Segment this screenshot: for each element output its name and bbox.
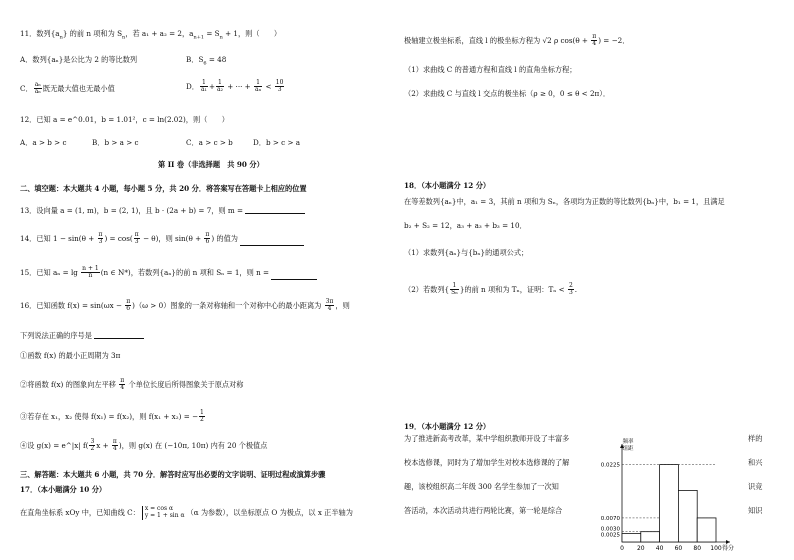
x-axis-arrow <box>726 540 730 544</box>
x-tick-label: 20 <box>636 545 645 552</box>
q12-option-b: B．b > a > c <box>92 138 139 147</box>
q19-line-2-right: 和兴 <box>748 458 763 467</box>
q11-stem: 11．数列$\{a_n\}$ 的前 n 项和为 $S_n$，若 a₁ + a₂ = 2，$a_{n+1} = S_n + 1$，则（ ） <box>20 29 282 41</box>
x-tick-label: 80 <box>693 545 702 552</box>
y-tick-label: 0.0030 <box>600 526 620 533</box>
histogram-bar <box>697 518 716 542</box>
y-axis-label-line1: 频率 <box>622 439 634 445</box>
q15: 15．已知 aₙ = lg $\frac{n + 1}{n}$ (n ∈ N*)，若数列{aₙ}的前 n 项和 Sₙ = 1，则 n = <box>20 266 317 280</box>
q16-stem: 16．已知函数 f(x) = sin(ωx − $\frac{\pi}{6}$ )（ω > 0）图象的一条对称轴和一个对称中心的最小距离为 $\frac{3\pi}{4}$ ，则 <box>20 298 350 313</box>
q11-option-d: D． $\frac{1}{\text{a₁}}$ + $\frac{1}{\text{a₂}}$ + ··· + $\frac{1}{\text{aₙ}}$ < $\frac{10}{3}$ <box>186 79 284 94</box>
section-three-heading: 三、解答题：本大题共 6 小题，共 70 分．解答时应写出必要的文字说明、证明过程或演算步骤 <box>20 470 326 479</box>
q12-option-c: C．a > c > b <box>186 138 233 147</box>
q16-statement-3: ③若存在 x₁，x₂ 使得 f(x₁) = f(x₂)，则 f(x₁ + x₂) = − $\frac{1}{2}$ <box>20 409 204 424</box>
y-tick-label: 0.0025 <box>600 532 620 539</box>
q19-line-3: 趣，该校组织高二年级 300 名学生参加了一次知 <box>404 482 559 491</box>
q14: 14．已知 1 − sin(θ + $\frac{\pi}{3}$ ) = cos( $\frac{\pi}{3}$ − θ)，则 sin(θ + $\frac{\pi}{6}$ ) 的值为 <box>20 232 304 246</box>
parametric-system: x = cos α y = 1 + sin α <box>142 506 185 520</box>
section-two-heading: 二、填空题：本大题共 4 小题，每小题 5 分，共 20 分．将答案写在答题卡上相应的位置 <box>20 184 307 193</box>
q16-answer-blank[interactable] <box>94 331 144 339</box>
histogram-bar <box>660 465 679 542</box>
histogram-bar <box>622 533 641 542</box>
histogram-bar <box>678 490 697 542</box>
x-tick-label: 0 <box>620 545 624 552</box>
q12-option-d: D．b > c > a <box>253 138 301 147</box>
x-axis-label: 得分 <box>722 545 735 552</box>
y-axis-label-line2: 组距 <box>622 446 634 452</box>
q11-option-b: B．$S_6 = 48$ <box>186 55 227 67</box>
q11-option-c: C． $\frac{\text{aₙ}}{\text{aₙ}}$ 既无最大值也无最小值 <box>20 81 115 96</box>
q13: 13．设向量 a = (1, m)，b = (2, 1)，且 b · (2a + b) = 7，则 m = <box>20 206 305 214</box>
q17-heading: 17．（本小题满分 10 分） <box>20 485 107 494</box>
q14-answer-blank[interactable] <box>240 238 304 246</box>
part-two-heading: 第 II 卷（非选择题 共 90 分） <box>158 160 264 169</box>
q12-option-a: A．a > b > c <box>20 138 67 147</box>
x-tick-label: 100 <box>710 545 722 552</box>
q16-prompt: 下列说法正确的序号是 <box>20 331 144 339</box>
q19-line-2: 校本选修课，同时为了增加学生对校本选修课的了解 <box>404 458 570 467</box>
q17-continued: 极轴建立极坐标系，直线 l 的极坐标方程为 √2 ρ cos(θ + $\frac{\pi}{4}$ ) = −2． <box>404 33 630 48</box>
y-tick-label: 0.0070 <box>600 515 620 522</box>
q15-answer-blank[interactable] <box>271 272 317 280</box>
q19-line-1-right: 样的 <box>748 434 763 443</box>
q19-line-1: 为了推进新高考改革，某中学组织教师开设了丰富多 <box>404 434 570 443</box>
q18-line-1: 在等差数列{aₙ}中，a₁ = 3，其前 n 项和为 Sₙ，各项均为正数的等比数列{bₙ}中，b₁ = 1，且满足 <box>404 197 725 206</box>
histogram-bar <box>641 532 660 542</box>
q13-answer-blank[interactable] <box>245 206 305 214</box>
q19-heading: 19．（本小题满分 12 分） <box>404 422 491 431</box>
frequency-histogram <box>592 437 742 557</box>
q17-part-2: （2）求曲线 C 与直线 l 交点的极坐标（ρ ≥ 0，0 ≤ θ < 2π）． <box>404 89 611 98</box>
q16-statement-2: ②将函数 f(x) 的图象向左平移 $\frac{\pi}{4}$ 个单位长度后所得图象关于原点对称 <box>20 377 244 392</box>
y-tick-label: 0.0225 <box>600 462 620 469</box>
q16-statement-1: ①函数 f(x) 的最小正周期为 3π <box>20 351 121 360</box>
q19-line-4: 答活动，本次活动共进行两轮比赛，第一轮是综合 <box>404 506 563 515</box>
q18-heading: 18．（本小题满分 12 分） <box>404 181 491 190</box>
q12-stem: 12．已知 a = e^0.01，b = 1.01²，c = ln(2.02)，则（ ） <box>20 115 229 124</box>
q19-line-3-right: 识竞 <box>748 482 763 491</box>
q18-line-2: b₂ + S₂ = 12，a₃ + a₃ + b₃ = 10． <box>404 221 527 230</box>
q18-part-2: （2）若数列{ $\frac{1}{\text{Sₙ}}$ }的前 n 项和为 Tₙ，证明：Tₙ < $\frac{2}{3}$ . <box>404 282 578 297</box>
q16-statement-4: ④设 g(x) = e^|x| f( $\frac{3}{2}$ x + $\frac{\pi}{4}$ )，则 g(x) 在 (−10π, 10π) 内有 20 个极值点 <box>20 438 268 453</box>
q19-line-4-right: 知识 <box>748 506 763 515</box>
q11-option-a: A．数列{aₙ}是公比为 2 的等比数列 <box>20 55 138 64</box>
q17-text: 在直角坐标系 xOy 中，已知曲线 C： x = cos α y = 1 + sin α （α 为参数），以坐标原点 O 为极点，以 x 正半轴为 <box>20 505 353 519</box>
x-tick-label: 40 <box>655 545 664 552</box>
q18-part-1: （1）求数列{aₙ}与{bₙ}的通项公式； <box>404 248 529 257</box>
x-tick-label: 60 <box>674 545 683 552</box>
q17-part-1: （1）求曲线 C 的普通方程和直线 l 的直角坐标方程； <box>404 65 577 74</box>
